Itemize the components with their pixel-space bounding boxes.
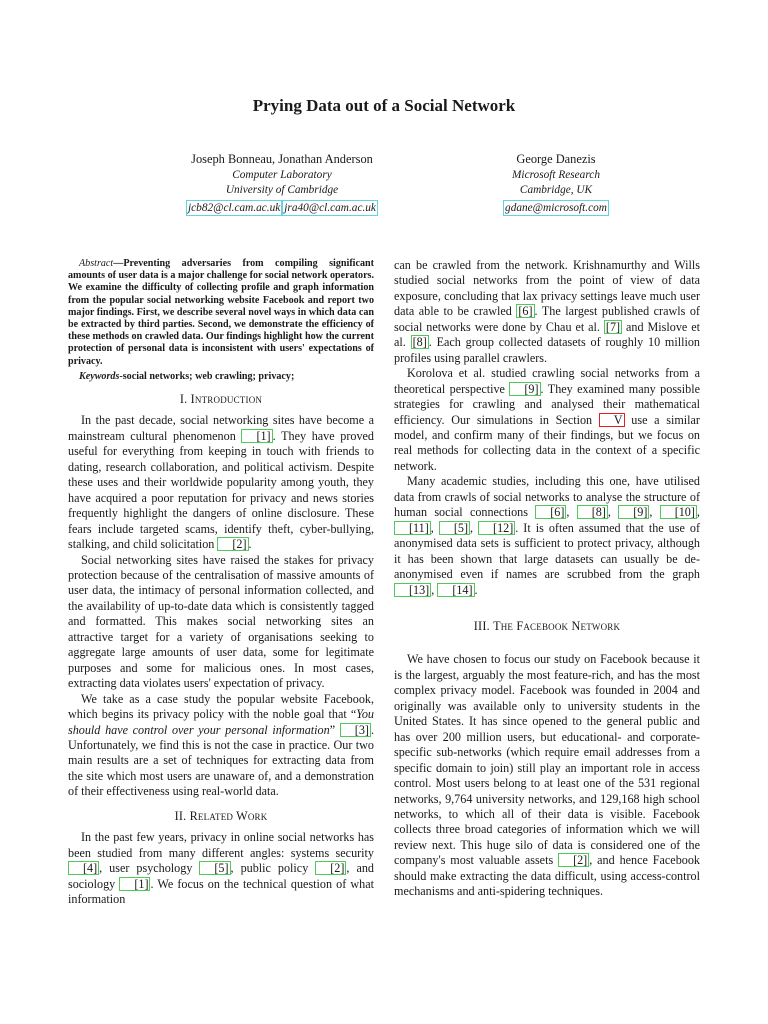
- citation-link[interactable]: [7]: [605, 319, 621, 334]
- citation-link[interactable]: [8]: [577, 505, 608, 519]
- citation-link[interactable]: [13]: [394, 583, 431, 597]
- section-heading-related-work: II. Related Work: [174, 808, 268, 823]
- email-link[interactable]: gdane@microsoft.com: [505, 201, 607, 214]
- affiliation-department: Computer Laboratory: [232, 169, 332, 182]
- author-names: George Danezis: [516, 152, 596, 166]
- section-heading-facebook-network: III. The Facebook Network: [473, 618, 621, 633]
- citation-link[interactable]: [6]: [518, 304, 533, 319]
- paragraph: In the past decade, social networking sites have become a mainstream cultural phenomenon [1] . They have proved useful for everything from keeping in touch with friends to dating, research collaboration, and political activism. Despite these uses and their worldwide popularity among youth, they have acquired a poor reputation for privacy and news stories frequently highlight the dangers of online disclosure. These fears include targeted scams, identify theft, cyber-bullying, stalking, and child solicitation [2] .: [68, 413, 374, 552]
- paragraph: Many academic studies, including this one, have utilised data from crawls of social networks to analyse the structure of human social connections [6] , [8] , [9] , [10] , [11] , [5] , [12] . It is often assumed that the use of anonymised data sets is sufficient to protect privacy, although it has been shown that large datasets can usually be de-anonymised even if names are scrubbed from the graph [13] , [14] .: [394, 474, 700, 597]
- citation-link[interactable]: [1]: [119, 877, 150, 891]
- right-column: [394, 258, 700, 900]
- keywords-text: -social networks; web crawling; privacy;: [119, 370, 295, 382]
- citation-link[interactable]: [5]: [199, 861, 230, 875]
- citation-link[interactable]: [2]: [217, 537, 248, 551]
- author-block-microsoft: [440, 152, 672, 216]
- citation-link[interactable]: [3]: [340, 723, 371, 737]
- paragraph: Social networking sites have raised the stakes for privacy protection because of the centralisation of massive amounts of user data, the intimacy of personal information collected, and the availability of up-to-date data which is consistently tagged and formatted. This makes social networking sites an attractive target for a variety of organisations seeking to aggregate large amounts of user data, some for legitimate purposes and some for malicious ones. In most cases, extracting data violates users' expectation of privacy.: [68, 552, 374, 691]
- citation-link[interactable]: [2]: [315, 861, 346, 875]
- citation-link[interactable]: [8]: [412, 335, 427, 350]
- citation-link[interactable]: [2]: [558, 853, 589, 867]
- author-block-cambridge: [166, 152, 398, 216]
- citation-link[interactable]: [1]: [241, 429, 272, 443]
- abstract-text: —Preventing adversaries from compiling significant amounts of user data is a major challenge for social network operators. We examine the difficulty of collecting profile and graph information from the popular social networking website Facebook and report two major findings. First, we describe several novel ways in which data can be extracted by third parties. Second, we demonstrate the efficiency of these methods on crawled data. Our findings highlight how the current protection of personal data is inconsistent with users' expectations of privacy.: [68, 258, 374, 367]
- paragraph: We take as a case study the popular website Facebook, which begins its privacy policy with the noble goal that “You should have control over your personal information” [3] . Unfortunately, we find this is not the case in practice. Our two main results are a set of techniques for extracting data from the site which most users are unaware of, and a demonstration of their effectiveness using real-world data.: [68, 691, 374, 799]
- keywords: [68, 371, 374, 383]
- email-link[interactable]: jra40@cl.cam.ac.uk: [284, 201, 376, 214]
- abstract-label: Abstract: [79, 258, 114, 269]
- citation-link[interactable]: [14]: [437, 583, 474, 597]
- citation-link[interactable]: [4]: [68, 861, 99, 875]
- citation-link[interactable]: [9]: [618, 505, 649, 519]
- affiliation-institution: Cambridge, UK: [519, 184, 593, 197]
- citation-link[interactable]: [12]: [478, 521, 515, 535]
- paragraph: Korolova et al. studied crawling social networks from a theoretical perspective [9] . They examined many possible strategies for crawling and analysed their mathematical efficiency. Our simulations in Section V use a similar model, and confirm many of their findings, but we focus on real methods for collecting data in the context of a specific network.: [394, 366, 700, 473]
- keywords-label: Keywords: [79, 370, 120, 382]
- email-link[interactable]: jcb82@cl.cam.ac.uk: [188, 201, 281, 214]
- paper-title: Prying Data out of a Social Network: [252, 96, 516, 115]
- section-heading-introduction: I. Introduction: [179, 392, 263, 407]
- author-names: Joseph Bonneau, Jonathan Anderson: [191, 152, 373, 166]
- abstract: [68, 258, 374, 368]
- section-ref-link[interactable]: V: [599, 413, 625, 427]
- affiliation-department: Microsoft Research: [512, 169, 600, 182]
- paragraph-continued: can be crawled from the network. Krishnamurthy and Wills studied social networks from the point of view of data exposure, concluding that lax privacy settings leave much user data able to be crawled [6] . The largest published crawls of social networks were done by Chau et al. [7] and Mislove et al. [8] . Each group collected datasets of roughly 10 million profiles using parallel crawlers.: [394, 258, 700, 365]
- citation-link[interactable]: [9]: [509, 382, 540, 396]
- citation-link[interactable]: [11]: [394, 521, 431, 535]
- citation-link[interactable]: [5]: [439, 521, 470, 535]
- left-column: [68, 258, 374, 908]
- citation-link[interactable]: [6]: [535, 505, 566, 519]
- affiliation-institution: University of Cambridge: [225, 184, 339, 197]
- citation-link[interactable]: [10]: [660, 505, 697, 519]
- paragraph: In the past few years, privacy in online social networks has been studied from many different angles: systems security [4] , user psychology [5] , public policy [2] , and sociology [1] . We focus on the technical question of what information: [68, 830, 374, 907]
- paragraph: We have chosen to focus our study on Facebook because it is the largest, arguably the most feature-rich, and has the most complex privacy model. Facebook was founded in 2004 and originally was available only to university students in the United States. It has since opened to the general public and has over 200 million users, but educational- and corporate-specific sub-networks (which require email addresses from a specific domain to join) still play an important role in access control. Most users belong to at least one of the 531 regional networks, 9,764 university networks, and 129,168 high school networks, to which all of their data is visible. Facebook collects three broad categories of information which we will review next. This huge silo of data is considered one of the company's most valuable assets [2] , and hence Facebook should make extracting the data difficult, using access-control mechanisms and anti-spidering techniques.: [394, 652, 700, 899]
